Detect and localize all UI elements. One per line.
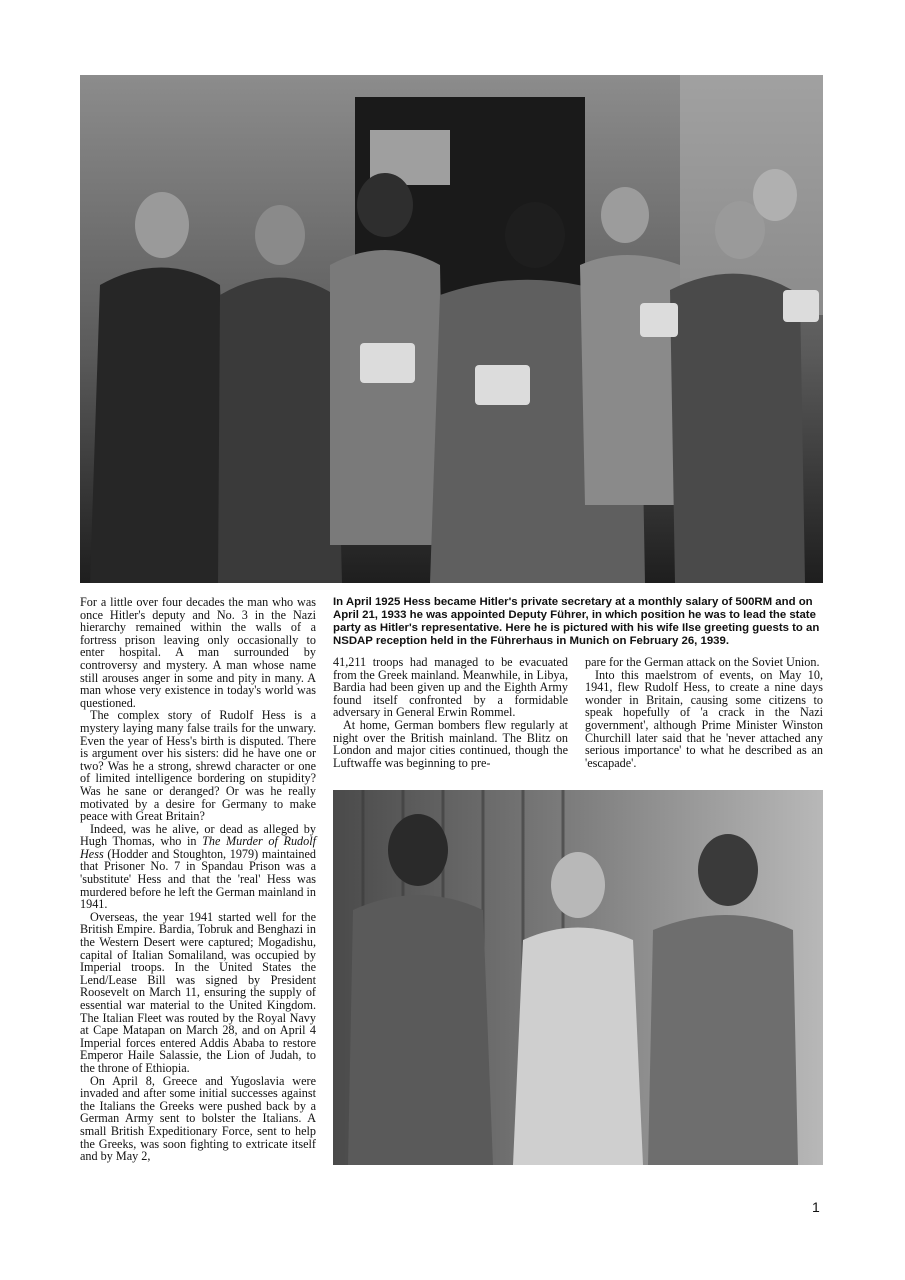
- paragraph: For a little over four decades the man who was once Hitler's deputy and No. 3 in the Nazi hierarchy remained within the walls of a fortress prison leaving only occasionally to enter hospital. A man surrounded by controversy and mystery. A man whose name still arouses anger in some and pity in many. A man whose very existence in today's world was questioned.: [80, 595, 316, 710]
- photo-caption: In April 1925 Hess became Hitler's private secretary at a monthly salary of 500RM and on April 21, 1933 he was appointed Deputy Führer, in which position he was to lead the state party as Hitler's representative. Here he is pictured with his wife Ilse greeting guests to an NSDAP reception held in the Führerhaus in Munich on February 26, 1939.: [333, 596, 820, 647]
- page-number: 1: [812, 1199, 820, 1215]
- paragraph: The complex story of Rudolf Hess is a mystery laying many false trails for the unwary. Even the year of Hess's birth is disputed. There is argument over his sisters: did he have one or two? Was he a strong, shrewd character or one of limited intelligence bordering on stupidity? Was he sane or deranged? Or was he really motivated by a desire for Germany to make peace with Great Britain?: [80, 708, 316, 824]
- paragraph: Into this maelstrom of events, on May 10, 1941, flew Rudolf Hess, to create a nine days wonder in Britain, causing some citizens to speak hopefully of 'a crack in the Nazi government', although Prime Minister Winston Churchill later said that he 'never attached any serious importance' to what he described as an 'escapade'.: [585, 667, 823, 770]
- article-column-middle: [333, 656, 568, 769]
- bottom-photo: [333, 790, 823, 1165]
- paragraph: On April 8, Greece and Yugoslavia were invaded and after some initial successes against the Italians the Greeks were pushed back by a German Army sent to bolster the Italians. A small British Expeditionary Force, sent to help the Greeks, was soon fighting to extricate itself and by May 2,: [80, 1073, 316, 1164]
- paragraph: At home, German bombers flew regularly at night over the British mainland. The Blitz on London and major cities continued, though the Luftwaffe was beginning to pre-: [333, 717, 568, 770]
- top-photo: [80, 75, 823, 583]
- paragraph: 41,211 troops had managed to be evacuated from the Greek mainland. Meanwhile, in Libya, Bardia had been given up and the Eighth Army found itself confronted by a formidable adversary in General Erwin Rommel.: [333, 655, 568, 720]
- paragraph: pare for the German attack on the Soviet Union.: [585, 655, 820, 669]
- book-title: The Murder of Rudolf Hess: [80, 834, 316, 861]
- article-column-left: [80, 596, 316, 1163]
- article-column-right: [585, 656, 823, 769]
- paragraph: Indeed, was he alive, or dead as alleged by Hugh Thomas, who in The Murder of Rudolf Hess (Hodder and Stoughton, 1979) maintained that Prisoner No. 7 in Spandau Prison was a 'substitute' Hess and that the 'real' Hess was murdered before he left the German mainland in 1941.: [80, 821, 316, 912]
- paragraph: Overseas, the year 1941 started well for the British Empire. Bardia, Tobruk and Benghazi in the Western Desert were captured; Mogadishu, capital of Italian Somaliland, was occupied by Imperial troops. In the United States the Lend/Lease Bill was signed by President Roosevelt on March 11, ensuring the supply of essential war material to the United Kingdom. The Italian Fleet was routed by the Royal Navy at Cape Matapan on March 28, and on April 4 Imperial forces entered Addis Ababa to restore Emperor Haile Salassie, the Lion of Judah, to the throne of Ethiopia.: [80, 909, 316, 1075]
